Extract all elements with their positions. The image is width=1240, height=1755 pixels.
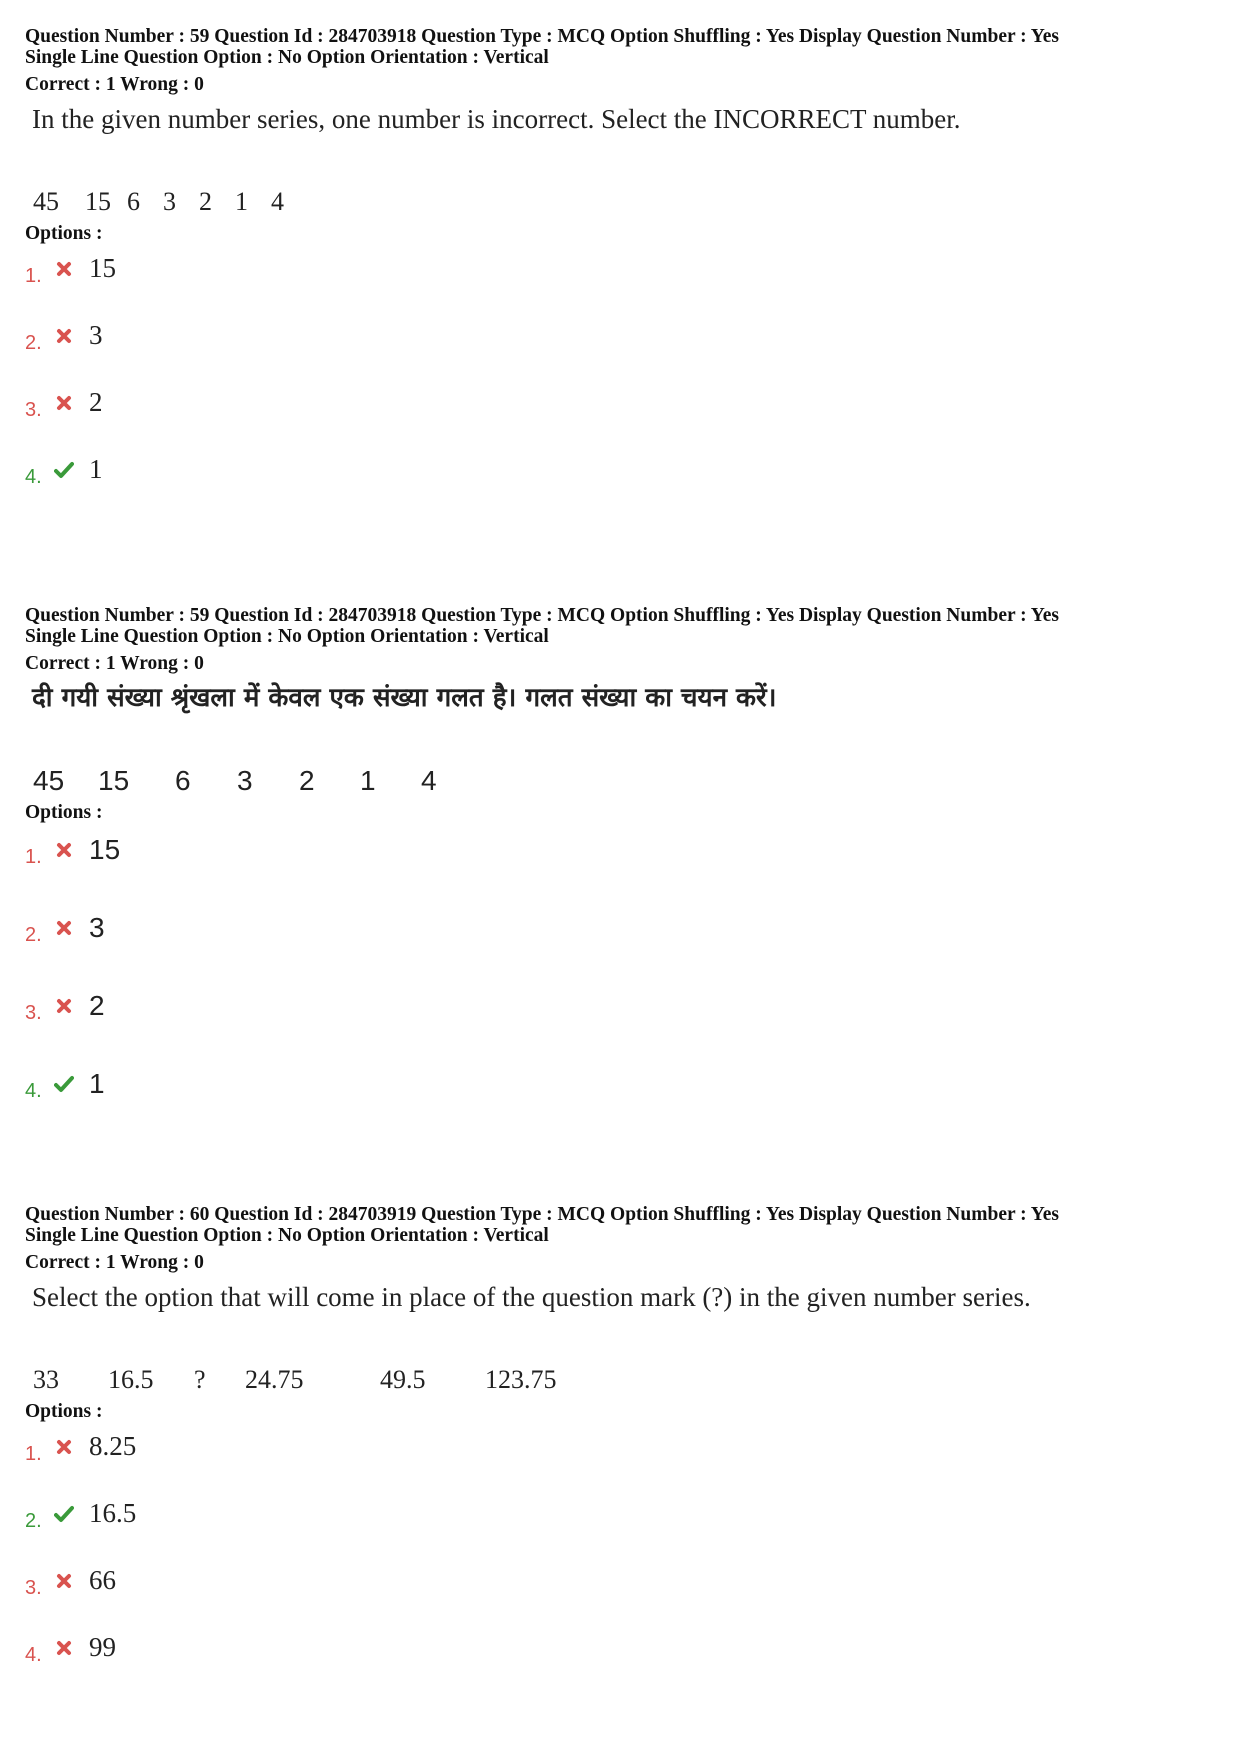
series-item: 1 (235, 187, 248, 216)
option-number: 2. (25, 924, 42, 946)
cross-icon (54, 326, 74, 346)
option-item (25, 454, 1215, 488)
cross-icon (54, 1638, 74, 1658)
number-series (33, 766, 1215, 796)
option-item (25, 1632, 1215, 1666)
option-value: 3 (89, 912, 105, 943)
series-item: 15 (85, 187, 111, 216)
check-icon (54, 1074, 74, 1094)
option-value: 99 (89, 1632, 116, 1662)
question-block-1 (25, 26, 1215, 488)
option-number: 4. (25, 1644, 42, 1666)
question-text: Select the option that will come in place of the question mark (?) in the given number series. (32, 1282, 1031, 1312)
option-item (25, 912, 1215, 946)
option-value: 2 (89, 990, 105, 1021)
option-value: 15 (89, 834, 121, 865)
check-icon (54, 460, 74, 480)
option-item (25, 1068, 1215, 1102)
score-line: Correct : 1 Wrong : 0 (25, 653, 204, 674)
option-value: 16.5 (89, 1498, 137, 1528)
check-icon (54, 1504, 74, 1524)
option-number: 3. (25, 1577, 42, 1599)
option-number: 2. (25, 332, 42, 354)
cross-icon (54, 259, 74, 279)
series-item: 3 (237, 765, 253, 796)
cross-icon (54, 996, 74, 1016)
series-item: 45 (33, 187, 59, 216)
series-item: ? (194, 1365, 206, 1394)
question-block-3 (25, 1204, 1215, 1666)
series-item: 2 (199, 187, 212, 216)
question-meta-line1: Question Number : 60 Question Id : 284703919 Question Type : MCQ Option Shuffling : Yes Display Question Number : Yes (25, 1204, 1059, 1225)
cross-icon (54, 1437, 74, 1457)
option-value: 8.25 (89, 1431, 137, 1461)
series-item: 4 (421, 765, 437, 796)
series-item: 3 (163, 187, 176, 216)
question-block-2 (25, 605, 1215, 1102)
series-item: 45 (33, 765, 65, 796)
option-item (25, 1431, 1215, 1465)
series-item: 24.75 (245, 1365, 304, 1394)
option-number: 1. (25, 265, 42, 287)
option-number: 1. (25, 846, 42, 868)
series-item: 123.75 (485, 1365, 557, 1394)
question-meta-line1: Question Number : 59 Question Id : 284703918 Question Type : MCQ Option Shuffling : Yes Display Question Number : Yes (25, 26, 1059, 47)
options-label: Options : (25, 802, 103, 823)
question-meta-line2: Single Line Question Option : No Option Orientation : Vertical (25, 1225, 549, 1246)
number-series (33, 1365, 1215, 1395)
option-value: 1 (89, 454, 103, 484)
option-value: 2 (89, 387, 103, 417)
option-item (25, 834, 1215, 868)
option-number: 1. (25, 1443, 42, 1465)
option-item (25, 1498, 1215, 1532)
option-value: 1 (89, 1068, 105, 1099)
option-number: 2. (25, 1510, 42, 1532)
series-item: 33 (33, 1365, 59, 1394)
score-line: Correct : 1 Wrong : 0 (25, 74, 204, 95)
option-number: 3. (25, 399, 42, 421)
question-meta-line2: Single Line Question Option : No Option Orientation : Vertical (25, 47, 549, 68)
question-meta-line1: Question Number : 59 Question Id : 284703918 Question Type : MCQ Option Shuffling : Yes Display Question Number : Yes (25, 605, 1059, 626)
option-item (25, 253, 1215, 287)
options-label: Options : (25, 223, 103, 244)
option-value: 15 (89, 253, 116, 283)
score-line: Correct : 1 Wrong : 0 (25, 1252, 204, 1273)
series-item: 2 (299, 765, 315, 796)
cross-icon (54, 1571, 74, 1591)
cross-icon (54, 393, 74, 413)
option-value: 3 (89, 320, 103, 350)
number-series (33, 187, 1215, 217)
series-item: 1 (360, 765, 376, 796)
cross-icon (54, 918, 74, 938)
option-number: 4. (25, 466, 42, 488)
series-item: 16.5 (108, 1365, 154, 1394)
question-text: In the given number series, one number is incorrect. Select the INCORRECT number. (32, 104, 961, 134)
option-number: 3. (25, 1002, 42, 1024)
series-item: 6 (127, 187, 140, 216)
option-item (25, 320, 1215, 354)
series-item: 49.5 (380, 1365, 426, 1394)
series-item: 4 (271, 187, 284, 216)
option-item (25, 387, 1215, 421)
option-item (25, 1565, 1215, 1599)
question-meta-line2: Single Line Question Option : No Option Orientation : Vertical (25, 626, 549, 647)
option-number: 4. (25, 1080, 42, 1102)
options-label: Options : (25, 1401, 103, 1422)
option-value: 66 (89, 1565, 116, 1595)
series-item: 6 (175, 765, 191, 796)
cross-icon (54, 840, 74, 860)
question-text: दी गयी संख्या श्रृंखला में केवल एक संख्या गलत है। गलत संख्या का चयन करें। (32, 683, 777, 713)
series-item: 15 (98, 765, 130, 796)
option-item (25, 990, 1215, 1024)
